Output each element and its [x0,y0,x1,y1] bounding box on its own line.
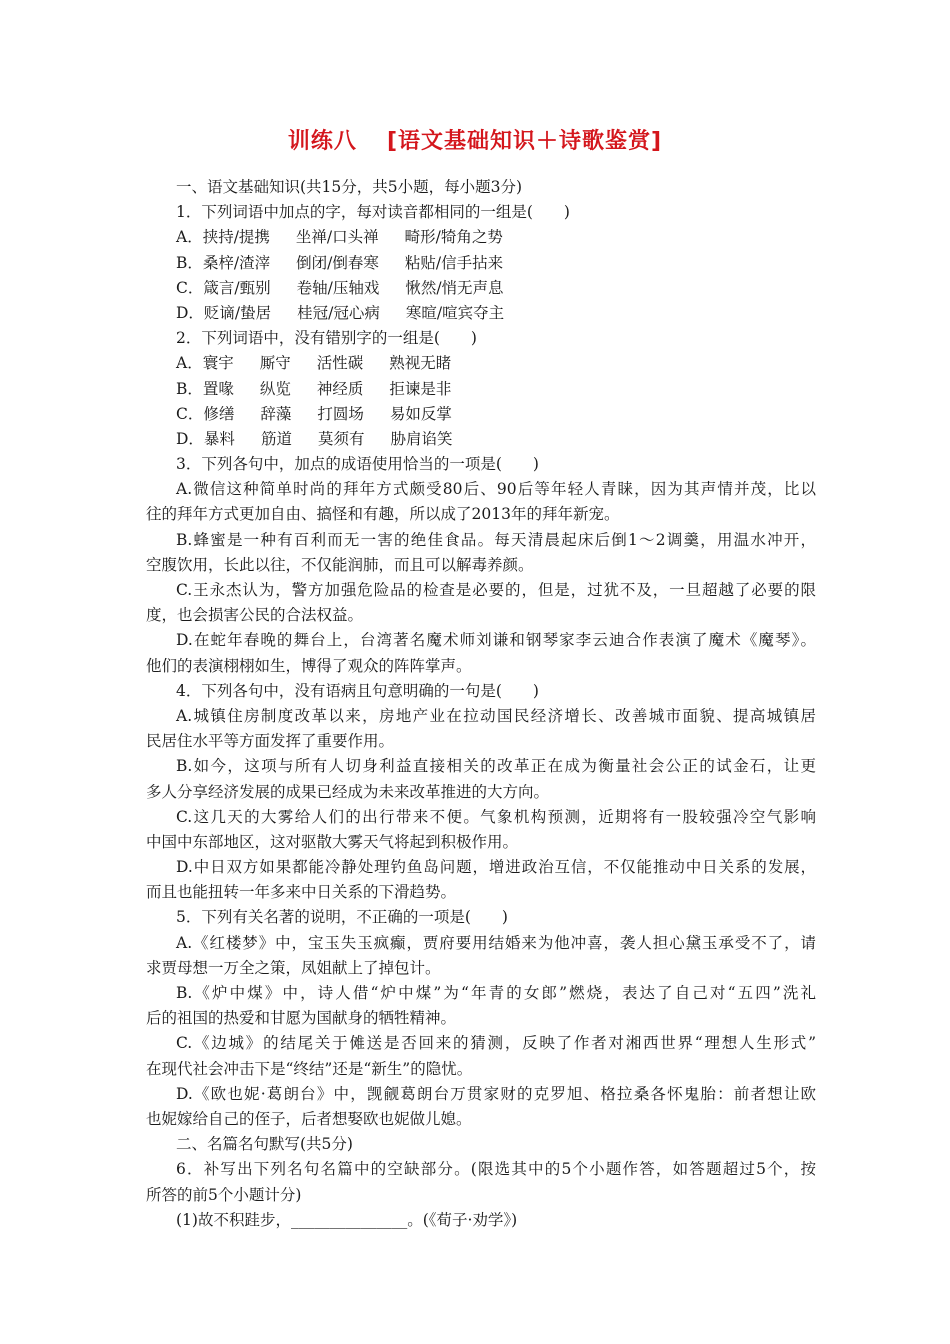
question-4-option-d-cont: 而且也能扭转一年多来中日关系的下滑趋势。 [146,883,457,902]
question-4-option-a-cont: 民居住水平等方面发挥了重要作用。 [146,732,395,751]
question-3-option-d-cont: 他们的表演栩栩如生，博得了观众的阵阵掌声。 [146,656,472,675]
question-4-option-a: A.城镇住房制度改革以来，房地产业在拉动国民经济增长、改善城市面貌、提高城镇居 [176,706,816,725]
question-3-stem: 3．下列各句中，加点的成语使用恰当的一项是( ) [176,455,539,474]
question-4-option-b: B.如今，这项与所有人切身利益直接相关的改革正在成为衡量社会公正的试金石，让更 [176,757,816,776]
question-3-option-d: D.在蛇年春晚的舞台上，台湾著名魔术师刘谦和钢琴家李云迪合作表演了魔术《魔琴》。 [176,631,816,650]
question-2-stem: 2．下列词语中，没有错别字的一组是( ) [176,329,477,348]
question-3-option-c: C.王永杰认为，警方加强危险品的检查是必要的，但是，过犹不及，一旦超越了必要的限 [176,581,816,599]
question-5-option-c: C.《边城》的结尾关于傩送是否回来的猜测，反映了作者对湘西世界“理想人生形式” [176,1034,816,1053]
question-6-item-1: (1)故不积跬步，_______________。(《荀子·劝学》) [176,1210,518,1229]
question-5-stem: 5．下列有关名著的说明，不正确的一项是( ) [176,908,508,927]
question-4-stem: 4．下列各句中，没有语病且句意明确的一句是( ) [176,681,539,700]
question-6-stem: 6．补写出下列名句名篇中的空缺部分。(限选其中的5个小题作答，如答题超过5个，按 [176,1160,816,1179]
question-3-option-a-cont: 往的拜年方式更加自由、搞怪和有趣，所以成了2013年的拜年新宠。 [146,505,620,524]
question-1-option-d: D．贬谪/蛰居 桂冠/冠心病 寒暄/喧宾夺主 [176,303,505,322]
question-5-option-d: D.《欧也妮·葛朗台》中，觊觎葛朗台万贯家财的克罗旭、格拉桑各怀鬼胎：前者想让欧 [176,1084,816,1103]
question-1-option-c: C．箴言/甄别 卷轴/压轴戏 愀然/悄无声息 [176,278,504,297]
question-1-option-a: A．挟持/提携 坐禅/口头禅 畸形/犄角之势 [176,228,503,247]
question-3-option-b: B.蜂蜜是一种有百利而无一害的绝佳食品。每天清晨起床后倒1～2调羹，用温水冲开， [176,530,816,549]
question-1-stem: 1．下列词语中加点的字，每对读音都相同的一组是( ) [176,203,570,222]
question-5-option-a: A.《红楼梦》中，宝玉失玉疯癫，贾府要用结婚来为他冲喜，袭人担心黛玉承受不了，请 [176,933,816,952]
question-5-option-b: B.《炉中煤》中，诗人借“炉中煤”为“年青的女郎”燃烧，表达了自己对“五四”洗礼 [176,984,816,1002]
title-main: 训练八 [287,129,357,154]
question-6-stem-cont: 所答的前5个小题计分) [146,1185,302,1204]
page-title [0,124,950,155]
question-5-option-c-cont: 在现代社会冲击下是“终结”还是“新生”的隐忧。 [146,1059,473,1078]
question-3-option-c-cont: 度，也会损害公民的合法权益。 [146,606,364,625]
question-4-option-d: D.中日双方如果都能冷静处理钓鱼岛问题，增进政治互信，不仅能推动中日关系的发展， [176,858,816,877]
section-heading: 二、名篇名句默写(共5分) [176,1135,353,1154]
section-heading: 一、语文基础知识(共15分，共5小题，每小题3分) [176,178,523,196]
question-1-option-b: B．桑梓/渣滓 倒闭/倒春寒 粘贴/信手拈来 [176,253,504,272]
question-5-option-a-cont: 求贾母想一万全之策，凤姐献上了掉包计。 [146,958,441,977]
question-2-option-a: A．寰宇 厮守 活性碳 熟视无睹 [176,354,452,373]
question-2-option-b: B．置喙 纵览 神经质 拒谏是非 [176,379,452,398]
question-5-option-d-cont: 也妮嫁给自己的侄子，后者想娶欧也妮做儿媳。 [146,1109,472,1128]
question-5-option-b-cont: 后的祖国的热爱和甘愿为国献身的牺牲精神。 [146,1009,457,1028]
question-3-option-a: A.微信这种简单时尚的拜年方式颇受80后、90后等年轻人青睐，因为其声情并茂，比以 [176,480,816,499]
question-2-option-d: D．暴料 筋道 莫须有 胁肩谄笑 [176,429,453,448]
question-4-option-b-cont: 多人分享经济发展的成果已经成为未来改革推进的大方向。 [146,782,550,801]
question-3-option-b-cont: 空腹饮用，长此以往，不仅能润肺，而且可以解毒养颜。 [146,555,534,574]
question-2-option-c: C．修缮 辞藻 打圆场 易如反掌 [176,404,452,423]
question-4-option-c: C.这几天的大雾给人们的出行带来不便。气象机构预测，近期将有一股较强冷空气影响 [176,807,816,826]
title-sub: [语文基础知识＋诗歌鉴赏] [386,129,663,154]
question-4-option-c-cont: 中国中东部地区，这对驱散大雾天气将起到积极作用。 [146,832,519,851]
document-body [146,175,816,1233]
